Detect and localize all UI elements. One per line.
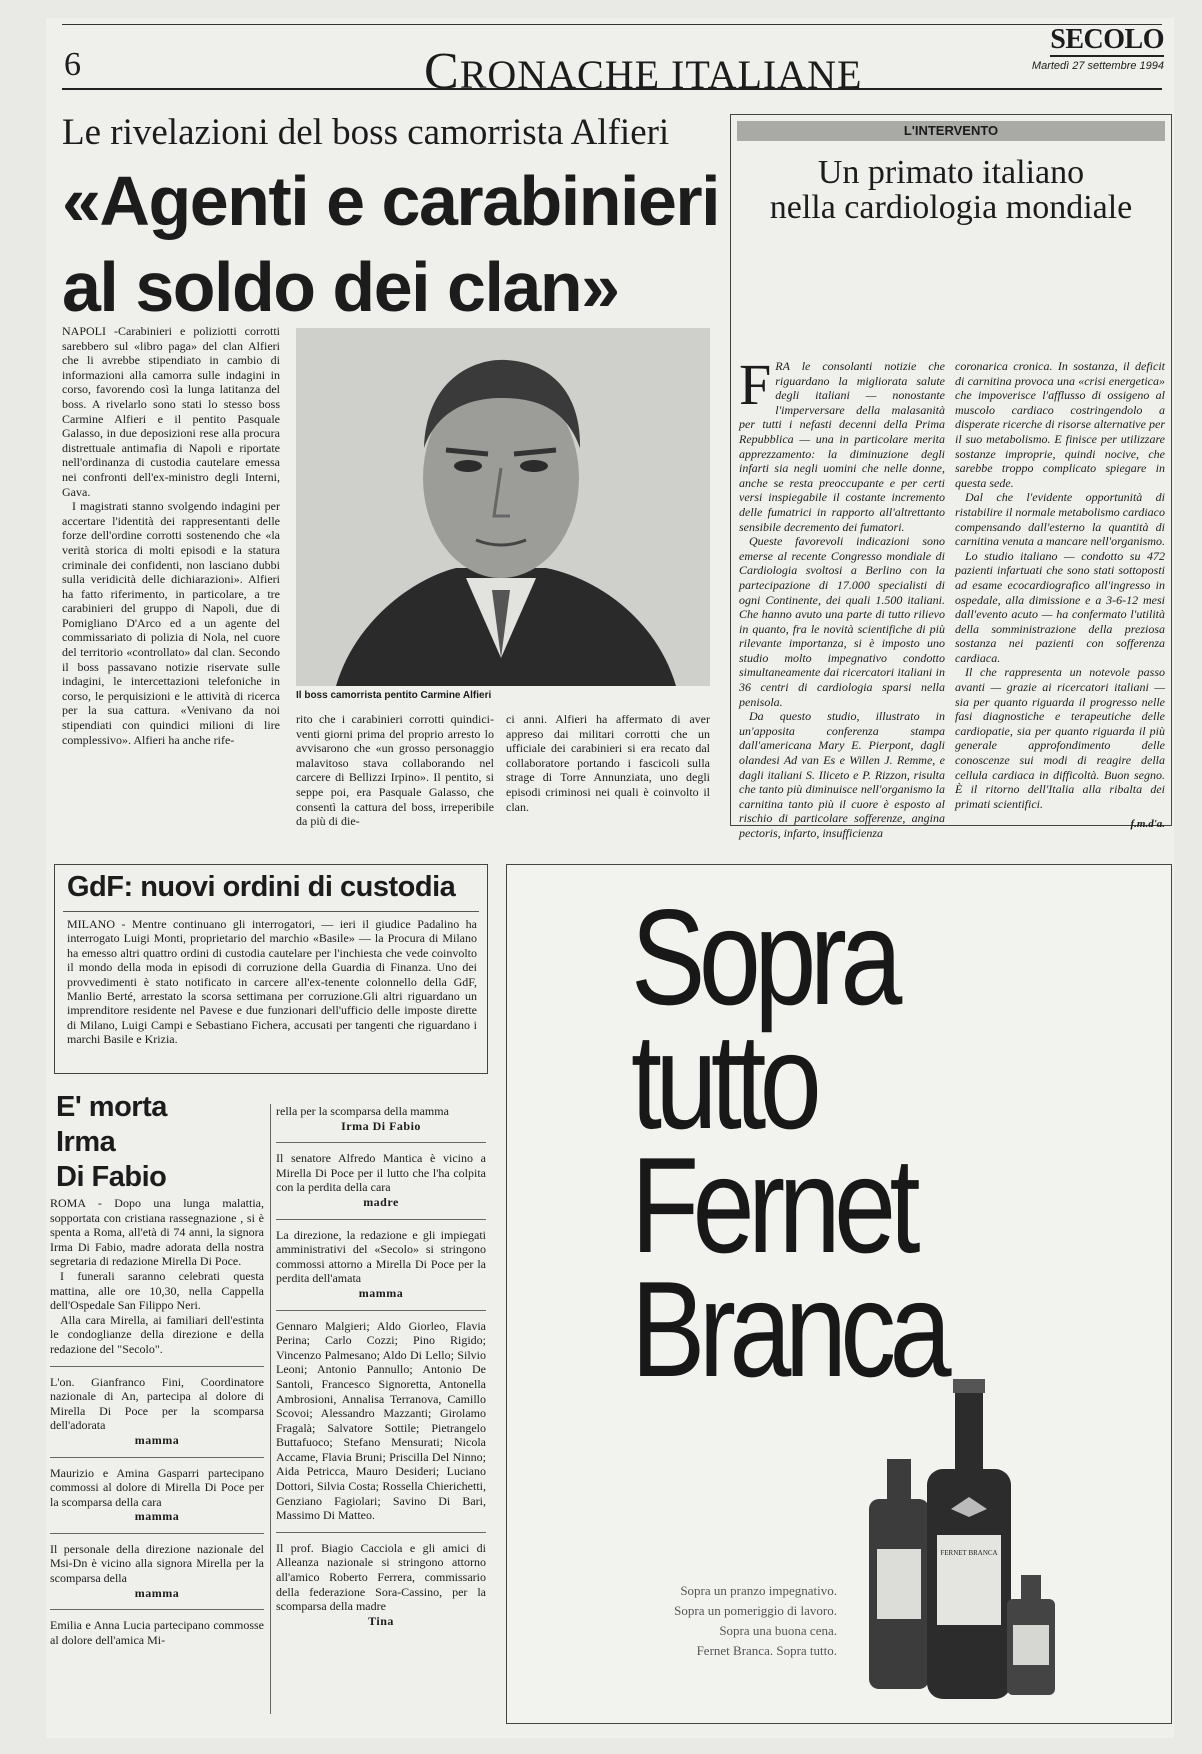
portrait-image: [296, 328, 710, 686]
ad-slogan-line-4: Branca: [631, 1253, 945, 1405]
condolence-name: mamma: [134, 1432, 180, 1447]
boss-portrait-photo: [296, 328, 710, 686]
section-title: [424, 43, 863, 100]
ad-slogan-line-2: tutto: [631, 1005, 816, 1157]
article-paragraph: I magistrati stanno svolgendo indagini per accertare l'identità dei rappresentanti delle forze dell'ordine corrotti sostenendo che «la verità storica di molti episodi e la statura criminale dei confidenti, non lasciano dubbi sulla veridicità delle dichiarazioni». Alfieri ha fatto riferimento, in particolare, a tre carabinieri del gruppo di Napoli, due di Pomigliano D'Arco ed a un agente del commissariato di polizia di Nola, nel cuore del territorio «controllato» dal clan. Secondo il boss passavano notizie riservate sulle indagini, le intercettazioni telefoniche in corso, le perquisizioni e le attività di ricerca per la sua cattura. «Venivano da noi stipendiati con quindici milioni di lire complessivo». Alfieri ha anche rife-: [62, 499, 280, 747]
header-rule-bottom: [62, 88, 1162, 90]
article-paragraph: rito che i carabinieri corrotti quindici-venti giorni prima del proprio arresto lo avvisarono che «un grosso personaggio malavitoso stava collaborando nel carcere di Bellizzi Irpino». Il pentito, si seppe poi, era Pasquale Galasso, che consentì la cattura del boss, irreperibile da più di die-: [296, 712, 494, 829]
ad-tagline: [597, 1581, 837, 1661]
article-column-2: [296, 712, 494, 829]
headline-line-1: «Agenti e carabinieri: [62, 162, 720, 240]
obituary-column-1: [50, 1196, 264, 1647]
obituary-headline-line-1: E' morta: [56, 1091, 167, 1123]
intervento-column-1: [739, 352, 945, 841]
dropcap: F: [739, 352, 772, 417]
intervento-column-2: [955, 359, 1165, 832]
article-paragraph: NAPOLI -Carabinieri e poliziotti corrotti sarebbero sul «libro paga» del clan Alfieri che li avrebbe stipendiato in cambio di informazioni alla camorra sulle indagini in corso, favorendo così la lunga latitanza del boss. A rivelarlo sono stati lo stesso boss Carmine Alfieri e il pentito Pasquale Galasso, in due deposizioni rese alla procura distrettuale antimafia di Napoli e riportate nell'ordinanza di custodia cautelare emessa nei confronti dell'ex-ministro degli Interni, Gava.: [62, 324, 280, 499]
ad-tagline-line: Fernet Branca. Sopra tutto.: [696, 1643, 837, 1658]
notice-divider: [276, 1532, 486, 1533]
fernet-branca-advertisement: [506, 864, 1172, 1724]
condolence-name: mamma: [358, 1285, 404, 1300]
bottles-illustration: [857, 1349, 1077, 1709]
ad-tagline-line: Sopra un pranzo impegnativo.: [680, 1583, 837, 1598]
intervento-title-line-2: nella cardiologia mondiale: [769, 189, 1133, 226]
header-rule-top: [62, 24, 1162, 25]
condolence-notice: Il personale della direzione nazionale del Msi-Dn è vicino alla signora Mirella per la scomparsa della: [50, 1541, 264, 1586]
masthead: [1032, 26, 1164, 72]
page-number: 6: [64, 46, 81, 83]
obituary-headline-line-3: Di Fabio: [56, 1161, 167, 1193]
condolence-notice: Il prof. Biagio Cacciola e gli amici di Alleanza nazionale si stringono attorno all'amico Roberto Ferrera, commissario della federazione Sora-Cassino, per la scomparsa della madre: [276, 1540, 486, 1614]
ad-slogan-line-1: Sopra: [631, 881, 896, 1033]
notice-divider: [276, 1219, 486, 1220]
intervento-title-line-1: Un primato italiano: [817, 154, 1085, 191]
ad-slogan: [631, 881, 945, 1405]
notice-divider: [50, 1609, 264, 1610]
intervento-paragraph: Lo studio italiano — condotto su 472 pazienti infartuati che sono stati sottoposti ad esame ecocardiografico all'ingresso in ospedale, alla dimissione e a 3-6-12 mesi dall'evento acuto — ha confermato l'utilità della somministrazione della preziosa sostanza nei pazienti con sofferenza cardiaca.: [955, 548, 1165, 665]
obituary-paragraph: Alla cara Mirella, ai familiari dell'estinta le condoglianze della direzione e della redazione del "Secolo".: [50, 1312, 264, 1356]
condolence-notice: rella per la scomparsa della mamma: [276, 1104, 449, 1118]
article-headline: [62, 158, 722, 330]
condolence-name: Tina: [368, 1613, 394, 1628]
column-divider: [270, 1104, 271, 1714]
intervento-signature: f.m.d'a.: [1130, 818, 1165, 831]
ad-tagline-line: Sopra una buona cena.: [719, 1623, 837, 1638]
article-column-3: [506, 712, 710, 814]
notice-divider: [50, 1533, 264, 1534]
ad-slogan-line-3: Fernet: [631, 1129, 914, 1281]
section-title-rest: RONACHE ITALIANE: [459, 52, 863, 97]
issue-date: Martedì 27 settembre 1994: [1031, 60, 1164, 72]
section-title-initial: C: [424, 43, 460, 100]
condolence-notice: Emilia e Anna Lucia partecipano commosse al dolore dell'amica Mi-: [50, 1618, 264, 1647]
article-kicker: Le rivelazioni del boss camorrista Alfieri: [62, 112, 670, 153]
notice-divider: [50, 1457, 264, 1458]
gdf-body: MILANO - Mentre continuano gli interrogatori, — ieri il giudice Padalino ha interrogato Luigi Monti, proprietario del marchio «Basile» — la Procura di Milano ha emesso altri quattro ordini di custodia cautelare per l'inchiesta che vede coinvolto il mondo della moda in episodi di corruzione della Guardia di Finanza. Uno dei provvedimenti è stato notificato in carcere all'ex-tenente colonnello della GdF, Manlio Berté, arrestato la scorsa settimana per corruzione.Gli altri riguardano un imprenditore residente nel Pavese e due funzionari dell'ufficio delle imposte dirette di Milano, Luigi Campi e Sebastiano Fichera, accusati per tangenti che riguardano i marchi Basile e Krizia.: [67, 917, 477, 1047]
condolence-notice: La direzione, la redazione e gli impiegati amministrativi del «Secolo» si stringono commossi attorno a Mirella Di Poce per la perdita dell'amata: [276, 1227, 486, 1286]
obituary-column-2: [276, 1104, 486, 1628]
bottle-label-text: FERNET BRANCA: [940, 1549, 998, 1557]
intervento-box: [730, 114, 1172, 840]
obituary-paragraph: ROMA - Dopo una lunga malattia, sopportata con cristiana rassegnazione , si è spenta a Roma, all'età di 74 anni, la signora Irma Di Fabio, madre adorata della nostra segretaria di redazione Mirella Di Poce.: [50, 1196, 264, 1269]
masthead-name: SECOLO: [1050, 24, 1164, 55]
condolence-notice: Gennaro Malgieri; Aldo Giorleo, Flavia Perina; Carlo Cozzi; Pino Rigido; Vincenzo Palmesano; Aldo Di Lello; Silvio Leoni; Antonio Pannullo; Antonio De Santoli, Francesco Signoretta, Antonella Ambrosioni, Annalisa Terranova, Camillo Scovoi; Alessandro Mazzanti; Girolamo Fragalà; Salvatore Sottile; Pietrangelo Buttafuoco; Stefano Mensurati; Nicola Accame, Flavia Bruni; Priscilla Del Ninno; Aida Petricca, Mauro Desideri; Luciano Dottori, Silvia Costa; Rossella Chierichetti, Genziano Fagiolari; Savino Di Bari, Massimo Di Matteo.: [276, 1318, 486, 1523]
gdf-headline: GdF: nuovi ordini di custodia: [67, 871, 456, 903]
intervento-title: [731, 155, 1171, 225]
condolence-name: madre: [363, 1194, 399, 1209]
intervento-paragraph: coronarica cronica. In sostanza, il deficit di carnitina provoca una «crisi energetica» che impoverisce l'afflusso di ossigeno al muscolo cardiaco costringendolo a disperate ricerche di risorse alternative per il suo metabolismo. E finisce per utilizzare sostanze improprie, quindi nocive, che sarebbe troppo complicato spiegare in questa sede.: [955, 359, 1165, 490]
condolence-notice: Il senatore Alfredo Mantica è vicino a Mirella Di Poce per il lutto che l'ha colpita con la perdita della cara: [276, 1151, 486, 1195]
condolence-notice: Maurizio e Amina Gasparri partecipano commossi al dolore di Mirella Di Poce per la scomparsa della cara: [50, 1465, 264, 1509]
obituary-headline: [56, 1090, 167, 1195]
intervento-paragraph: [739, 352, 945, 534]
intervento-label: L'INTERVENTO: [737, 121, 1165, 141]
gdf-title-rule: [63, 911, 479, 912]
notice-divider: [50, 1366, 264, 1367]
notice-divider: [276, 1310, 486, 1311]
condolence-name: mamma: [134, 1509, 180, 1524]
headline-line-2: al soldo dei clan»: [62, 248, 619, 326]
intervento-paragraph: Dal che l'evidente opportunità di ristabilire il normale metabolismo cardiaco compensando dall'esterno la quantità di carnitina venuta a mancare nell'organismo.: [955, 490, 1165, 549]
obituary-paragraph: I funerali saranno celebrati questa mattina, alle ore 10,30, nella Cappella dell'Ospedale San Filippo Neri.: [50, 1268, 264, 1313]
notice-divider: [276, 1142, 486, 1143]
intervento-paragraph: Queste favorevoli indicazioni sono emerse al recente Congresso mondiale di Cardiologia svoltosi a Berlino con la partecipazione di 17.000 specialisti di ogni Continente, dei quali 1.500 italiani. Che hanno avuto una parte di tutto rilievo in quanto, fra le novità scientifiche di più rilevante importanza, si è imposto uno studio molto impegnativo condotto simultaneamente dai ricercatori italiani in 36 centri di cardiologia sparsi nella penisola.: [739, 534, 945, 709]
intervento-paragraph: Il che rappresenta un notevole passo avanti — grazie ai ricercatori italiani — sia per quanto riguarda il progresso nelle fasi diagnostiche e terapeutiche delle cardiopatie, sia per quanto riguarda il più generale approfondimento delle conoscenze sui modi di reagire della cellula cardiaca in difficoltà. Buon segno. È il ritorno dell'Italia alla ribalta dei primati scientifici.: [955, 665, 1165, 811]
intervento-paragraph-text: RA le consolanti notizie che riguardano la migliorata salute degli italiani — nonostante l'imperversare della malasanità per tutti i nefasti decenni della Prima Repubblica — una in particolare merita apprezzamento: la diminuzione degli infarti sia negli uomini che nelle donne, anche se resta preoccupante e per certi versi inspiegabile il costante incremento delle fumatrici in rapporto all'altrettanto sensibile decremento dei fumatori.: [739, 359, 945, 534]
article-column-1: [62, 324, 280, 747]
photo-caption: Il boss camorrista pentito Carmine Alfieri: [296, 690, 492, 701]
article-paragraph: ci anni. Alfieri ha affermato di aver appreso dai militari corrotti che un ufficiale dei carabinieri si era recato dal collaboratore portando i fascicoli sulla strage di Torre Annunziata, uno degli episodi criminosi nei quali è coinvolto il clan.: [506, 712, 710, 814]
obituary-headline-line-2: Irma: [56, 1126, 116, 1158]
condolence-name: mamma: [134, 1585, 180, 1600]
ad-tagline-line: Sopra un pomeriggio di lavoro.: [674, 1603, 837, 1618]
condolence-name: Irma Di Fabio: [341, 1118, 421, 1133]
intervento-paragraph: Da questo studio, illustrato in un'apposita conferenza stampa dall'americana Mary E. Pierpont, dagli olandesi Ad van Es e Willen J. Remme, e dagli italiani S. Iliceto e P. Rizzon, risulta che tanto più diminuisce nell'organismo la carnitina tanto più il cuore è esposto al rischio di particolare sofferenze, angina pectoris, infarto, insufficienza: [739, 709, 945, 840]
gdf-article-box: [54, 864, 488, 1074]
condolence-notice: L'on. Gianfranco Fini, Coordinatore nazionale di An, partecipa al dolore di Mirella Di Poce per la scomparsa dell'adorata: [50, 1374, 264, 1433]
